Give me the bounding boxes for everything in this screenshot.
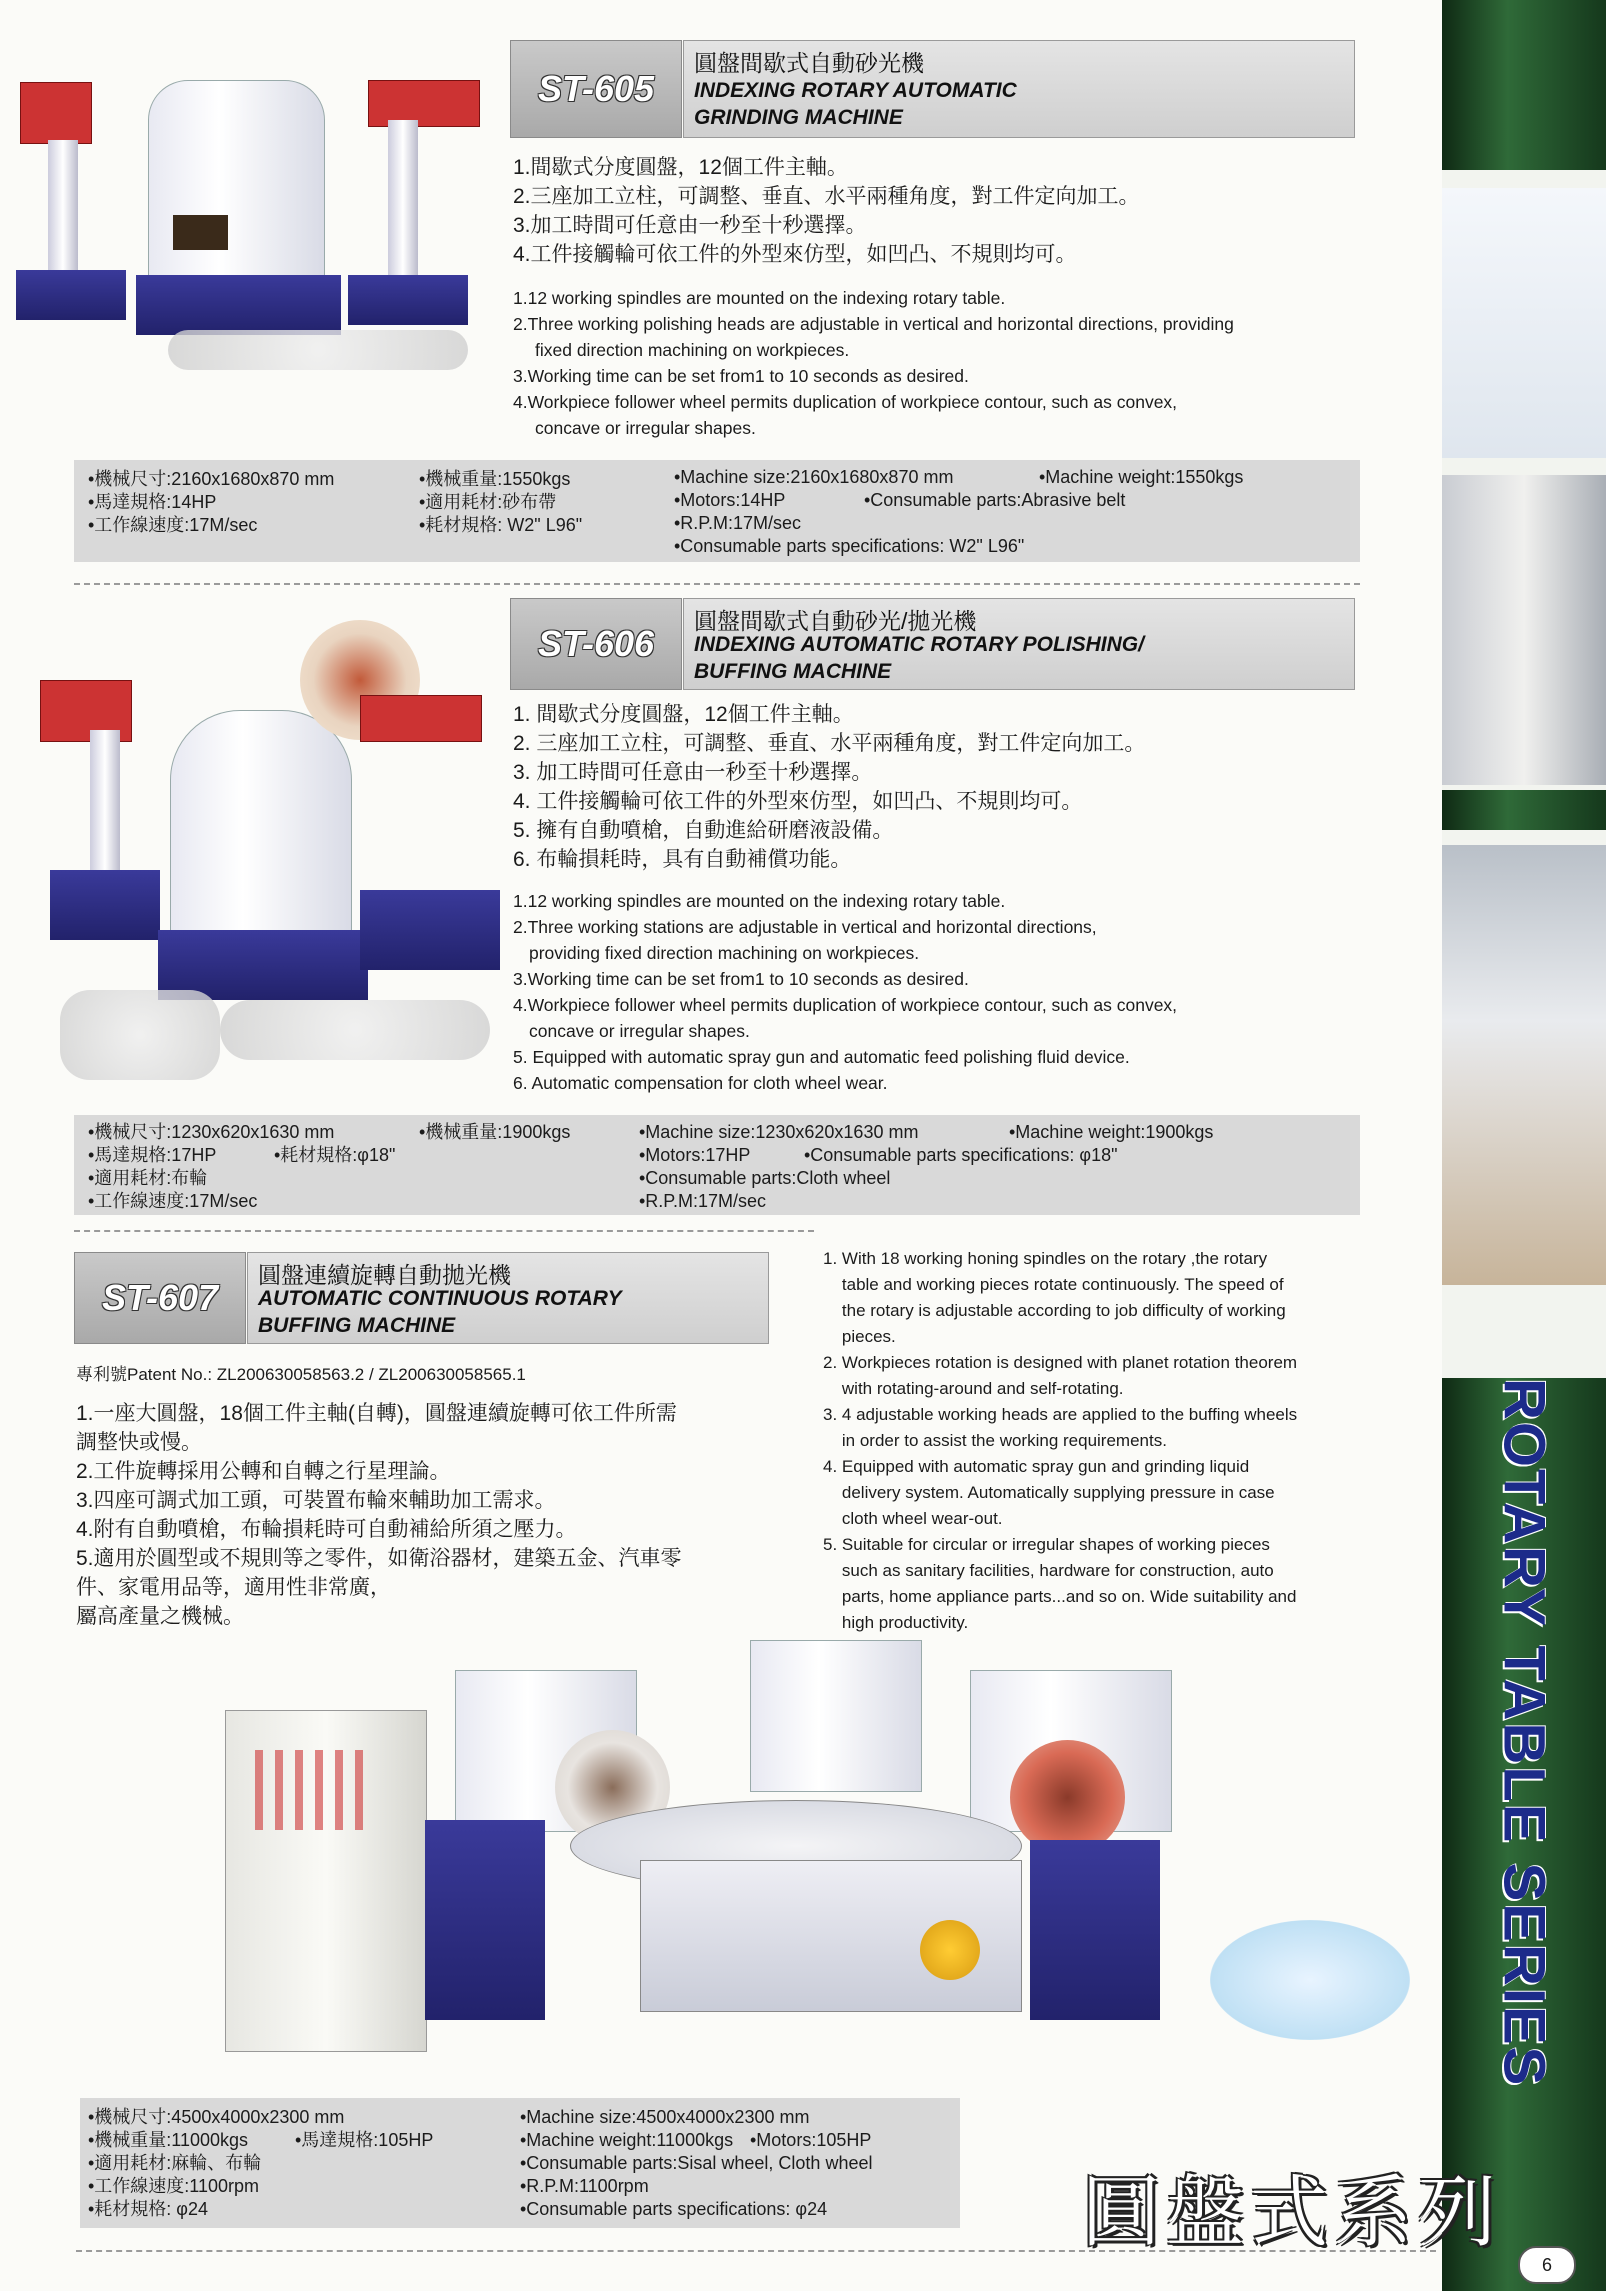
- st607-code-box: [74, 1252, 246, 1344]
- spec-size-en: •Machine size:1230x620x1630 mm: [639, 1122, 919, 1142]
- spec-weight-en: •Machine weight:1550kgs: [1039, 467, 1244, 487]
- st605-features-zh: [513, 153, 1140, 269]
- spec-cons-spec-en: •Consumable parts specifications: φ18": [804, 1145, 1118, 1165]
- st605-title-zh: 圓盤間歇式自動砂光機: [694, 50, 924, 76]
- list-item: pieces.: [823, 1327, 896, 1346]
- spec-cons-spec-en: •Consumable parts specifications: φ24: [520, 2199, 828, 2219]
- page-number: [1518, 2246, 1576, 2284]
- spec-consumable-zh: •適用耗材:砂布帶: [419, 492, 557, 512]
- sidebar-photo-3: [1442, 845, 1606, 1285]
- spec-consumable-en: •Consumable parts:Cloth wheel: [639, 1168, 891, 1188]
- st606-spec-box: [74, 1115, 1360, 1215]
- spec-weight-en: •Machine weight:1900kgs: [1009, 1122, 1214, 1142]
- spec-weight-en: •Machine weight:11000kgs: [520, 2130, 734, 2150]
- list-item: 6. Automatic compensation for cloth wheel wear.: [513, 1073, 888, 1093]
- spec-motor-zh: •馬達規格:17HP: [88, 1145, 217, 1165]
- st607-spec-box: [80, 2098, 960, 2228]
- st606-code: ST-606: [537, 623, 655, 664]
- spec-weight-zh: •機械重量:1550kgs: [419, 469, 571, 489]
- st607-machine-photo: [210, 1620, 1430, 2060]
- list-item: 3. 加工時間可任意由一秒至十秒選擇。: [513, 761, 873, 784]
- list-item: providing fixed direction machining on workpieces.: [529, 943, 920, 963]
- list-item: 4.工件接觸輪可依工件的外型來仿型，如凹凸、不規則均可。: [513, 243, 1077, 266]
- st605-title-en-2: GRINDING MACHINE: [694, 106, 903, 129]
- sidebar-photo-1: [1442, 188, 1606, 458]
- list-item: 4.Workpiece follower wheel permits duplication of workpiece contour, such as convex,: [513, 995, 1178, 1015]
- st607-features-zh: [76, 1399, 682, 1631]
- st605-title-en-1: INDEXING ROTARY AUTOMATIC: [694, 79, 1017, 102]
- sidebar: [1442, 0, 1606, 2291]
- list-item: 2.工件旋轉採用公轉和自轉之行星理論。: [76, 1460, 451, 1483]
- spec-size-zh: •機械尺寸:1230x620x1630 mm: [88, 1122, 335, 1142]
- series-title-zh: 圓盤式系列: [1082, 2168, 1503, 2258]
- list-item: concave or irregular shapes.: [535, 418, 756, 438]
- divider: [74, 1230, 814, 1232]
- list-item: 調整快或慢。: [76, 1431, 202, 1454]
- st606-title-en-1: INDEXING AUTOMATIC ROTARY POLISHING/: [694, 633, 1144, 656]
- st607-title-en-2: BUFFING MACHINE: [258, 1314, 456, 1337]
- list-item: in order to assist the working requirements.: [823, 1431, 1167, 1450]
- list-item: 2.Three working polishing heads are adjustable in vertical and horizontal directions, providing: [513, 314, 1234, 334]
- spec-cons-spec-zh: •耗材規格:φ18": [274, 1145, 396, 1165]
- spec-cons-spec-en: •Consumable parts specifications: W2" L96": [674, 536, 1025, 556]
- list-item: high productivity.: [823, 1613, 969, 1632]
- list-item: 5. Suitable for circular or irregular shapes of working pieces: [823, 1535, 1270, 1554]
- st606-title-zh: 圓盤間歇式自動砂光/拋光機: [694, 608, 977, 634]
- st606-code-box: [510, 598, 682, 690]
- list-item: 3.Working time can be set from1 to 10 seconds as desired.: [513, 366, 969, 386]
- list-item: 4.Workpiece follower wheel permits duplication of workpiece contour, such as convex,: [513, 392, 1178, 412]
- spec-motor-en: •Motors:14HP: [674, 490, 786, 510]
- list-item: with rotating-around and self-rotating.: [823, 1379, 1124, 1398]
- list-item: 件、家電用品等，適用性非常廣，: [76, 1576, 391, 1599]
- list-item: 3.加工時間可任意由一秒至十秒選擇。: [513, 214, 867, 237]
- spec-consumable-zh: •適用耗材:麻輪、布輪: [88, 2153, 262, 2173]
- sidebar-mid-stripe: [1442, 790, 1606, 830]
- list-item: 1. With 18 working honing spindles on the rotary ,the rotary: [823, 1249, 1268, 1268]
- spec-motor-en: •Motors:105HP: [750, 2130, 872, 2150]
- list-item: 5. 擁有自動噴槍，自動進給研磨液設備。: [513, 819, 894, 842]
- list-item: fixed direction machining on workpieces.: [535, 340, 850, 360]
- st605-machine-photo: [8, 40, 508, 370]
- spec-weight-zh: •機械重量:1900kgs: [419, 1122, 571, 1142]
- st606-title-en-2: BUFFING MACHINE: [694, 660, 892, 683]
- spec-motor-zh: •馬達規格:105HP: [295, 2130, 434, 2150]
- list-item: 5.適用於圓型或不規則等之零件，如衛浴器材，建築五金、汽車零: [76, 1547, 682, 1570]
- list-item: 6. 布輪損耗時，具有自動補償功能。: [513, 848, 852, 871]
- spec-consumable-en: •Consumable parts:Sisal wheel, Cloth wheel: [520, 2153, 873, 2173]
- st607-code: ST-607: [101, 1277, 219, 1318]
- spec-cons-spec-zh: •耗材規格: φ24: [88, 2199, 208, 2219]
- sidebar-series-title: ROTARY TABLE SERIES: [1491, 1378, 1557, 2088]
- list-item: 1.一座大圓盤，18個工件主軸(自轉)，圓盤連續旋轉可依工件所需: [76, 1402, 677, 1425]
- list-item: 3.四座可調式加工頭，可裝置布輪來輔助加工需求。: [76, 1489, 556, 1512]
- page-number-label: 6: [1541, 2254, 1552, 2275]
- st605-code: ST-605: [537, 68, 655, 109]
- list-item: 2. Workpieces rotation is designed with planet rotation theorem: [823, 1353, 1298, 1372]
- list-item: concave or irregular shapes.: [529, 1021, 750, 1041]
- list-item: table and working pieces rotate continuously. The speed of: [823, 1275, 1284, 1294]
- spec-rpm-en: •R.P.M:1100rpm: [520, 2176, 649, 2196]
- spec-size-en: •Machine size:2160x1680x870 mm: [674, 467, 954, 487]
- list-item: parts, home appliance parts...and so on. Wide suitability and: [823, 1587, 1297, 1606]
- st607-title-box: [247, 1252, 769, 1344]
- list-item: 1.間歇式分度圓盤，12個工件主軸。: [513, 156, 848, 179]
- list-item: 4. 工件接觸輪可依工件的外型來仿型，如凹凸、不規則均可。: [513, 790, 1083, 813]
- st605-code-box: [510, 40, 682, 138]
- st607-title-zh: 圓盤連續旋轉自動拋光機: [258, 1262, 511, 1288]
- spec-consumable-zh: •適用耗材:布輪: [88, 1168, 208, 1188]
- list-item: 1.12 working spindles are mounted on the indexing rotary table.: [513, 891, 1006, 911]
- st605-spec-box: [74, 460, 1360, 562]
- divider: [74, 583, 1360, 585]
- list-item: 4. Equipped with automatic spray gun and grinding liquid: [823, 1457, 1250, 1476]
- st607-patent: 專利號Patent No.: ZL200630058563.2 / ZL200630058565.1: [76, 1365, 526, 1384]
- list-item: cloth wheel wear-out.: [823, 1509, 1003, 1528]
- list-item: 5. Equipped with automatic spray gun and automatic feed polishing fluid device.: [513, 1047, 1130, 1067]
- st606-features-zh: [513, 700, 1145, 874]
- list-item: such as sanitary facilities, hardware for construction, auto: [823, 1561, 1274, 1580]
- sidebar-top-stripe: [1442, 0, 1606, 170]
- list-item: 2.三座加工立柱，可調整、垂直、水平兩種角度，對工件定向加工。: [513, 185, 1140, 208]
- spec-consumable-en: •Consumable parts:Abrasive belt: [864, 490, 1126, 510]
- spec-motor-zh: •馬達規格:14HP: [88, 492, 217, 512]
- list-item: 屬高產量之機械。: [76, 1605, 244, 1628]
- spec-cons-spec-zh: •耗材規格: W2" L96": [419, 515, 583, 535]
- list-item: 1.12 working spindles are mounted on the indexing rotary table.: [513, 288, 1006, 308]
- list-item: 2.Three working stations are adjustable in vertical and horizontal directions,: [513, 917, 1097, 937]
- spec-speed-zh: •工作線速度:17M/sec: [88, 515, 258, 535]
- st606-title-box: [683, 598, 1355, 690]
- list-item: 3. 4 adjustable working heads are applied to the buffing wheels: [823, 1405, 1298, 1424]
- list-item: the rotary is adjustable according to job difficulty of working: [823, 1301, 1286, 1320]
- spec-size-en: •Machine size:4500x4000x2300 mm: [520, 2107, 810, 2127]
- spec-speed-zh: •工作線速度:1100rpm: [88, 2176, 260, 2196]
- list-item: 1. 間歇式分度圓盤，12個工件主軸。: [513, 703, 854, 726]
- spec-motor-en: •Motors:17HP: [639, 1145, 751, 1165]
- list-item: 3.Working time can be set from1 to 10 seconds as desired.: [513, 969, 969, 989]
- st607-features-en: [823, 1246, 1297, 1636]
- spec-rpm-en: •R.P.M:17M/sec: [674, 513, 802, 533]
- list-item: 2. 三座加工立柱，可調整、垂直、水平兩種角度，對工件定向加工。: [513, 732, 1146, 755]
- spec-size-zh: •機械尺寸:4500x4000x2300 mm: [88, 2107, 345, 2127]
- list-item: 4.附有自動噴槍，布輪損耗時可自動補給所須之壓力。: [76, 1518, 577, 1541]
- st607-title-en-1: AUTOMATIC CONTINUOUS ROTARY: [258, 1287, 622, 1310]
- st605-title-box: [683, 40, 1355, 138]
- spec-rpm-en: •R.P.M:17M/sec: [639, 1191, 767, 1211]
- spec-speed-zh: •工作線速度:17M/sec: [88, 1191, 258, 1211]
- st606-machine-photo: [20, 600, 510, 1100]
- sidebar-photo-2: [1442, 475, 1606, 785]
- spec-weight-zh: •機械重量:11000kgs: [88, 2130, 249, 2150]
- st605-features-en: [513, 285, 1234, 441]
- st606-features-en: [513, 888, 1177, 1096]
- list-item: delivery system. Automatically supplying pressure in case: [823, 1483, 1275, 1502]
- spec-size-zh: •機械尺寸:2160x1680x870 mm: [88, 469, 335, 489]
